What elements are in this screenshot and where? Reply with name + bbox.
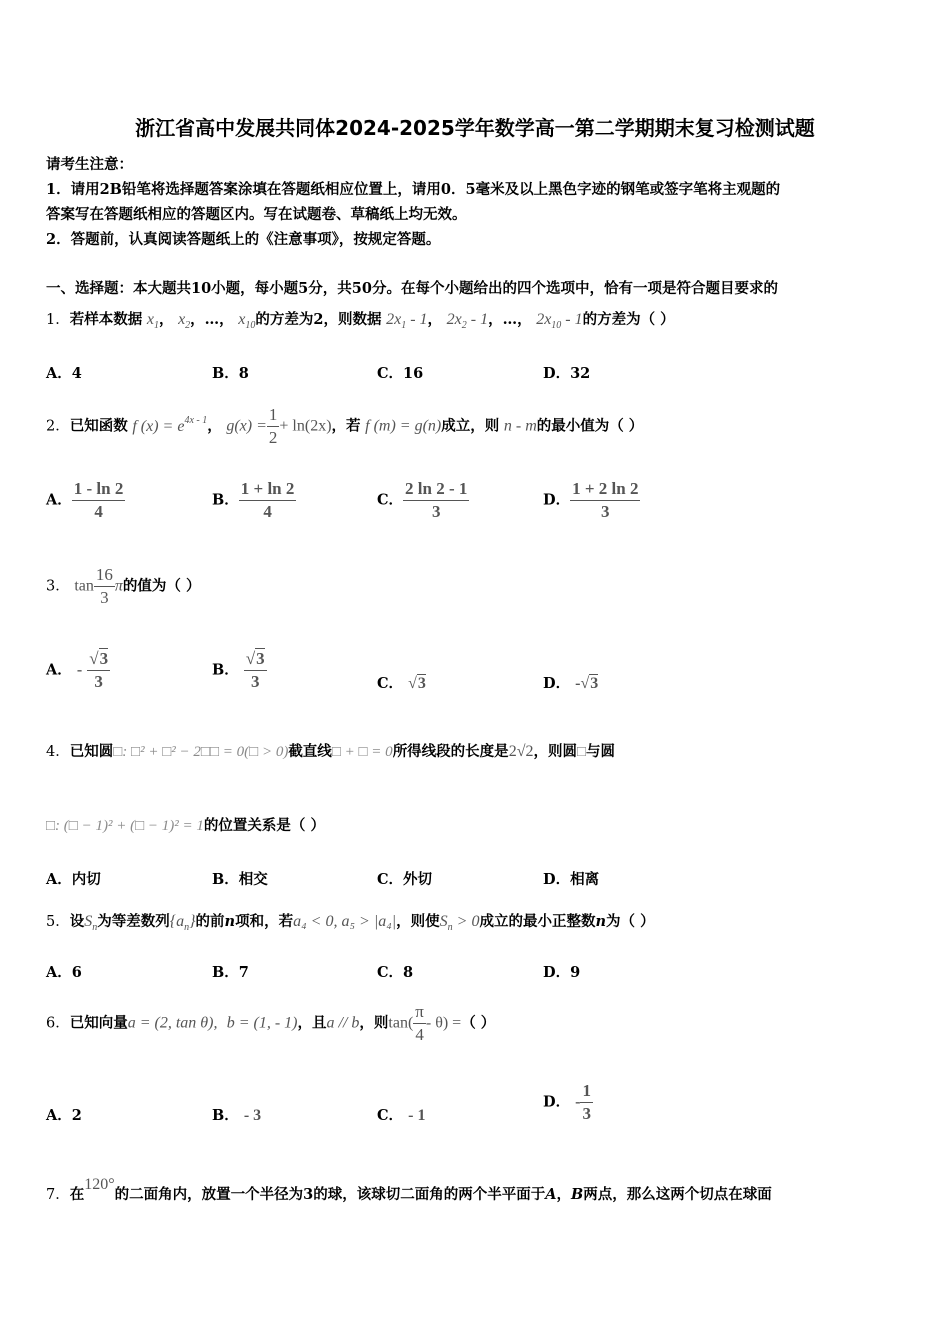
q6-option-a: A．2 (46, 1107, 82, 1124)
question-4: 4．已知圆□: □² + □² − 2□□ = 0(□ > 0)截直线□ + □ = 0所得线段的长度是2√2，则圆□与圆 (46, 743, 616, 760)
q3-option-a: A． - $\frac{√3}{3}$ (46, 649, 109, 691)
q6-option-c: C． - 1 (377, 1107, 426, 1124)
question-number: 6． (46, 1015, 70, 1032)
question-number: 4． (46, 744, 70, 760)
q1-option-b: B．8 (212, 365, 249, 382)
q5-option-d: D．9 (543, 964, 581, 981)
question-number: 3． (46, 578, 70, 595)
q6-option-d: D． - $\frac{1}{3}$ (543, 1081, 591, 1123)
question-5: 5．设$S_n$为等差数列$\{a_n\}$的前n项和，若a₄ < 0, a₅ > |a₄|，则使$S_n > 0$成立的最小正整数n为（ ） (46, 913, 655, 933)
q3-option-c: C． √3 (377, 675, 426, 692)
q1-option-c: C．16 (377, 365, 424, 382)
question-2: 2．已知函数 f $(x) = e^{4x - 1}$， g(x) = $\frac{1}{2}$ + ln(2x)，若 f (m) = g(n)成立，则 n - m的最小值为（ ） (46, 405, 644, 447)
question-number: 1． (46, 312, 70, 328)
q2-option-b: B． $\frac{1 + \ln 2}{4}$ (212, 479, 295, 521)
q4-option-d: D．相离 (543, 871, 600, 888)
q3-option-b: B． $\frac{√3}{3}$ (212, 649, 265, 691)
question-number: 7． (46, 1187, 70, 1203)
section-heading: 一、选择题：本大题共10小题，每小题5分，共50分。在每个小题给出的四个选项中，恰有一项是符合题目要求的 (46, 280, 778, 297)
question-6: 6．已知向量a = (2, tan θ), b = (1, - 1)，且a // b，则tan( $\frac{\pi}{4}$ - θ) =（ ） (46, 1002, 496, 1044)
q1-option-a: A．4 (46, 365, 82, 382)
question-3: 3． tan $\frac{16}{3}$ π的值为（ ） (46, 565, 201, 607)
question-4-cont: □: (□ − 1)² + (□ − 1)² = 1的位置关系是（ ） (46, 817, 325, 834)
q2-option-a: A． $\frac{1 - \ln 2}{4}$ (46, 479, 124, 521)
q5-option-a: A．6 (46, 964, 82, 981)
notice-line-3: 2．答题前，认真阅读答题纸上的《注意事项》，按规定答题。 (46, 231, 441, 248)
exam-title: 浙江省高中发展共同体2024-2025学年数学高一第二学期期末复习检测试题 (135, 116, 815, 140)
q5-option-c: C．8 (377, 964, 414, 981)
notice-line-1: 1．请用2B铅笔将选择题答案涂填在答题纸相应位置上，请用0．5毫米及以上黑色字迹的钢笔或签字笔将主观题的 (46, 181, 781, 198)
notice-line-2: 答案写在答题纸相应的答题区内。写在试题卷、草稿纸上均无效。 (46, 206, 467, 223)
question-number: 2． (46, 418, 70, 435)
question-number: 5． (46, 914, 70, 930)
q1-option-d: D．32 (543, 365, 591, 382)
q4-option-a: A．内切 (46, 871, 101, 888)
q4-option-c: C．外切 (377, 871, 433, 888)
notice-heading: 请考生注意： (46, 156, 133, 173)
q2-option-c: C． $\frac{2 \ln 2 - 1}{3}$ (377, 479, 468, 521)
q6-option-b: B． - 3 (212, 1107, 262, 1124)
question-7: 7．在120°的二面角内，放置一个半径为3的球，该球切二面角的两个半平面于A，B两点，那么这两个切点在球面 (46, 1176, 772, 1203)
q2-option-d: D． $\frac{1 + 2 \ln 2}{3}$ (543, 479, 639, 521)
q4-option-b: B．相交 (212, 871, 268, 888)
q3-option-d: D． -√3 (543, 675, 599, 692)
q5-option-b: B．7 (212, 964, 249, 981)
question-1: 1．若样本数据 $x_1$， $x_2$，…， $x_{10}$的方差为2，则数据 $2x_1 - 1$， $2x_2 - 1$，…， $2x_{10} - 1$的方差为（ ） (46, 311, 675, 331)
